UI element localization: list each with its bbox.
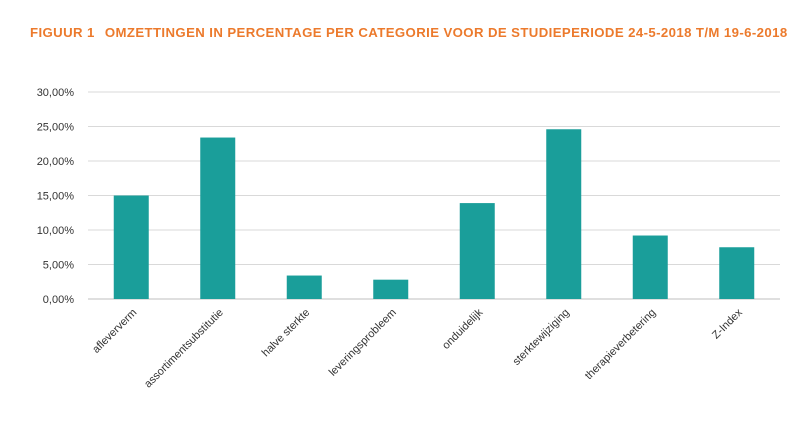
figure-title-text: OMZETTINGEN IN PERCENTAGE PER CATEGORIE VOOR DE STUDIEPERIODE 24-5-2018 T/M 19-6-2018 [104,25,788,40]
y-tick-label: 5,00% [42,259,74,272]
gridlines [88,92,780,299]
bar [287,276,322,299]
x-tick-label: sterktewijziging [510,306,572,368]
x-tick-label: halve sterkte [259,306,313,360]
bars [114,129,755,299]
x-tick-label: leveringsprobleem [326,306,399,379]
bar [114,196,149,300]
bar [546,129,581,299]
x-tick-label: Z-Index [710,306,745,342]
y-tick-label: 30,00% [36,87,74,99]
bar [460,203,495,299]
x-tick-label: assortimentsubstitutie [142,306,226,391]
y-tick-label: 20,00% [36,156,74,168]
figure-number: FIGUUR 1 [30,25,95,40]
x-tick-label: onduidelijk [440,306,486,352]
y-tick-label: 25,00% [36,121,74,134]
y-axis-ticks [37,87,75,306]
x-tick-label: afleververm [90,306,140,356]
y-tick-label: 15,00% [36,190,74,203]
y-tick-label: 10,00% [36,225,74,237]
x-tick-label: therapieverbetering [582,306,659,383]
y-tick-label: 0,00% [42,294,74,306]
bar [719,247,754,299]
bar [373,280,408,299]
bar [200,138,235,299]
x-axis-labels [90,306,745,390]
bar [633,236,668,299]
